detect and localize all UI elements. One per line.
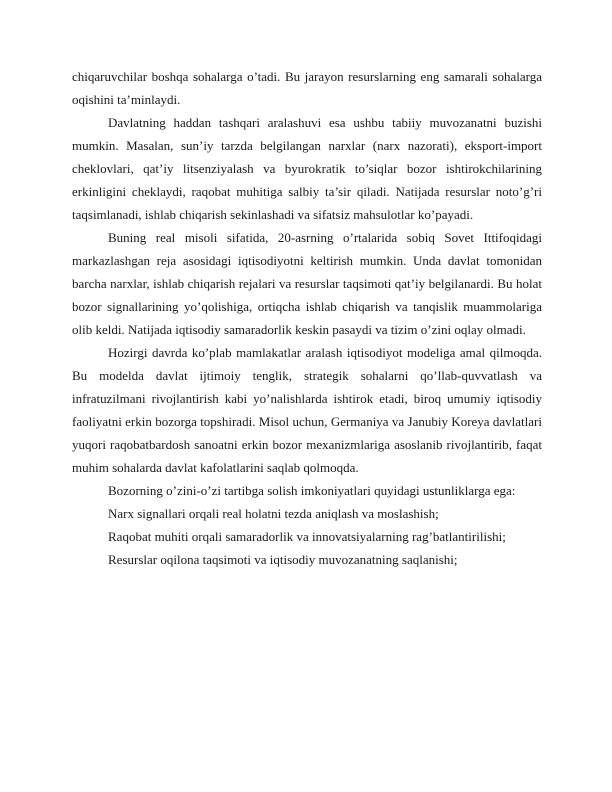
list-item: Resurslar oqilona taqsimoti va iqtisodiy muvozanatning saqlanishi; bbox=[108, 552, 458, 567]
list-item: Raqobat muhiti orqali samaradorlik va innovatsiyalarning rag’batlantirilishi; bbox=[108, 529, 506, 544]
paragraph-mixed-economy: Hozirgi davrda ko’plab mamlakatlar aralash iqtisodiyot modeliga amal qilmoqda. Bu modelda davlat ijtimoiy tenglik, strategik sohalarni qo’llab-quvvatlash va infratuzilmani rivojlantirish kabi yo’nalishlarda ishtirok etadi, biroq umumiy iqtisodiy faoliyatni erkin bozorga topshiradi. Misol uchun, Germaniya va Janubiy Koreya davlatlari yuqori raqobatbardosh sanoatni erkin bozor mexanizmlariga asoslanib rivojlantirib, faqat muhim sohalarda davlat kafolatlarini saqlab qolmoqda. bbox=[72, 345, 542, 475]
document-page bbox=[72, 65, 542, 571]
paragraph-state-intervention: Davlatning haddan tashqari aralashuvi esa ushbu tabiiy muvozanatni buzishi mumkin. Masalan, sun’iy tarzda belgilangan narxlar (narx nazorati), eksport-import cheklovlari, qat’iy litsenziyalash va byurokratik to’siqlar bozor ishtirokchilarining erkinligini cheklaydi, raqobat muhitiga salbiy ta’sir qiladi. Natijada resurslar noto’g’ri taqsimlanadi, ishlab chiqarish sekinlashadi va sifatsiz mahsulotlar ko’payadi. bbox=[72, 115, 542, 222]
paragraph-continuation: chiqaruvchilar boshqa sohalarga o’tadi. Bu jarayon resurslarning eng samarali sohalarga oqishini ta’minlaydi. bbox=[72, 69, 542, 107]
list-item: Narx signallari orqali real holatni tezda aniqlash va moslashish; bbox=[108, 506, 439, 521]
paragraph-soviet-example: Buning real misoli sifatida, 20-asrning o’rtalarida sobiq Sovet Ittifoqidagi markazlashgan reja asosidagi iqtisodiyotni keltirish mumkin. Unda davlat tomonidan barcha narxlar, ishlab chiqarish rejalari va resurslar taqsimoti qat’iy belgilanardi. Bu holat bozor signallarining yo’qolishiga, ortiqcha ishlab chiqarish va tanqislik muammolariga olib keldi. Natijada iqtisodiy samaradorlik keskin pasaydi va tizim o’zini oqlay olmadi. bbox=[72, 230, 542, 337]
paragraph-advantages-intro: Bozorning o’zini-o’zi tartibga solish imkoniyatlari quyidagi ustunliklarga ega: bbox=[108, 483, 516, 498]
